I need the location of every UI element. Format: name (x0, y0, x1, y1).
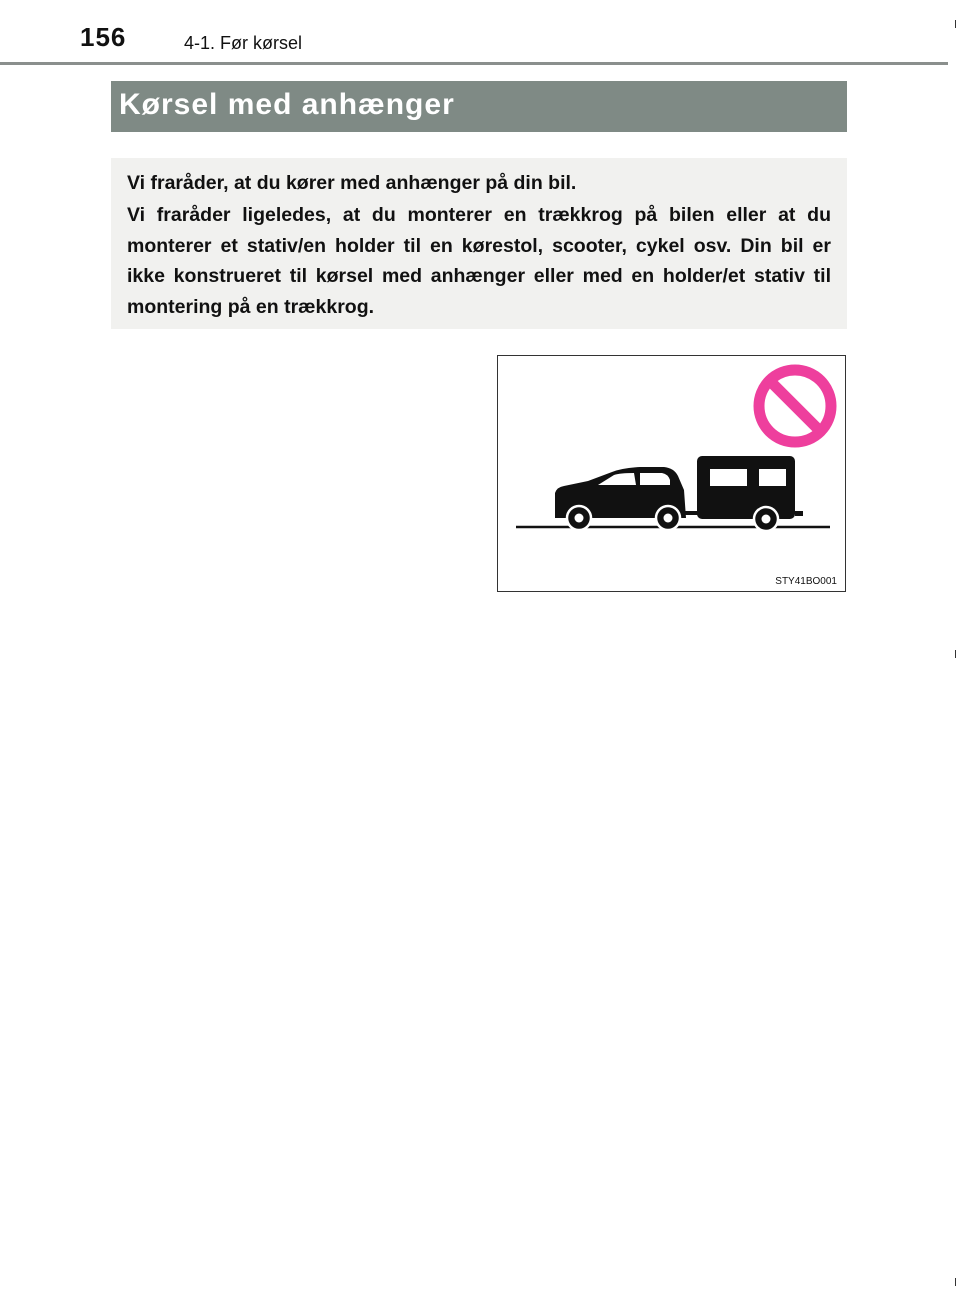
prohibition-icon (759, 370, 831, 442)
car-icon (555, 467, 686, 530)
trailer-icon (697, 456, 803, 531)
crop-mark-middle (955, 650, 956, 658)
no-towing-illustration (498, 356, 845, 591)
chapter-label: 4-1. Før kørsel (184, 33, 303, 53)
header-rule (0, 62, 948, 65)
crop-mark-bottom (955, 1278, 956, 1286)
page-number: 156 (80, 22, 127, 52)
info-paragraph-2: Vi fraråder ligeledes, at du monterer en trækkrog på bilen eller at du monterer et stativ/en holder til en kørestol, scooter, cykel osv. Din bil er ikke konstrueret til kørsel med anhænger eller med en holder/et stativ til montering på en trækkrog. (127, 204, 831, 318)
page-header (0, 0, 960, 66)
info-paragraph-1: Vi fraråder, at du kører med anhænger på din bil. (127, 172, 577, 194)
figure-code: STY41BO001 (775, 576, 837, 587)
info-box (111, 158, 847, 329)
section-title: Kørsel med anhænger (119, 88, 455, 121)
section-banner (111, 81, 847, 132)
towing-prohibited-figure (497, 355, 846, 592)
crop-mark-top (955, 20, 956, 28)
